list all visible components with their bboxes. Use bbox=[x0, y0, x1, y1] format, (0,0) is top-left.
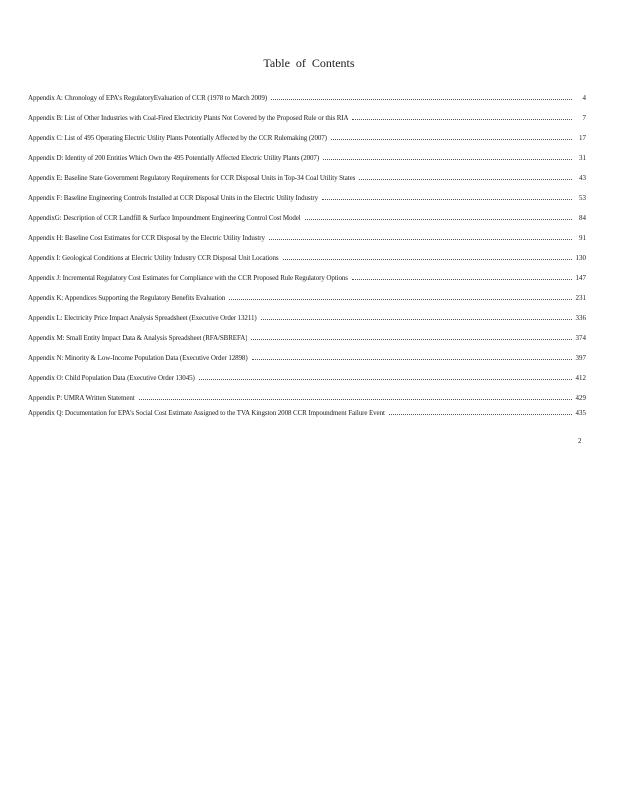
toc-entry-page: 429 bbox=[575, 394, 586, 402]
toc-entry-label: Appendix O: Child Population Data (Executive Order 13045) bbox=[28, 374, 195, 382]
toc-entry[interactable] bbox=[28, 152, 586, 162]
toc-entry-label: Appendix D: Identity of 200 Entities Which Own the 495 Potentially Affected Electric Utility Plants (2007) bbox=[28, 154, 320, 162]
toc-entry[interactable] bbox=[28, 192, 586, 202]
toc-entry-label: Appendix E: Baseline State Government Regulatory Requirements for CCR Disposal Units in Top-34 Coal Utility States bbox=[28, 174, 356, 182]
toc-entry-label: Appendix N: Minority & Low-Income Population Data (Executive Order 12898) bbox=[28, 354, 248, 362]
toc-title: Table of Contents bbox=[263, 56, 355, 70]
toc-entry[interactable] bbox=[28, 252, 586, 262]
toc-entry[interactable] bbox=[28, 352, 586, 362]
toc-entry-label: Appendix I: Geological Conditions at Electric Utility Industry CCR Disposal Unit Locations bbox=[28, 254, 279, 262]
toc-entry-page: 336 bbox=[575, 314, 586, 322]
dot-leader bbox=[352, 119, 572, 120]
toc-entry[interactable] bbox=[28, 232, 586, 242]
dot-leader bbox=[251, 339, 571, 340]
dot-leader bbox=[229, 299, 571, 300]
toc-entry-page: 231 bbox=[575, 294, 586, 302]
toc-entry-label: Appendix C: List of 495 Operating Electric Utility Plants Potentially Affected by the CCR Rulemaking (2007) bbox=[28, 134, 327, 142]
dot-leader bbox=[323, 159, 572, 160]
dot-leader bbox=[252, 359, 572, 360]
toc-entry[interactable] bbox=[28, 132, 586, 142]
toc-entry[interactable] bbox=[28, 92, 586, 102]
toc-entry-page: 374 bbox=[575, 334, 586, 342]
toc-entry-label: Appendix K: Appendices Supporting the Regulatory Benefits Evaluation bbox=[28, 294, 226, 302]
dot-leader bbox=[199, 379, 572, 380]
toc-entry-label: Appendix P: UMRA Written Statement bbox=[28, 394, 135, 402]
toc-entry-page: 53 bbox=[579, 194, 586, 202]
toc-entry-label: Appendix F: Baseline Engineering Controls Installed at CCR Disposal Units in the Electric Utility Industry bbox=[28, 194, 318, 202]
dot-leader bbox=[389, 414, 572, 415]
toc-entry-page: 4 bbox=[582, 94, 586, 102]
toc-entry[interactable] bbox=[28, 392, 586, 402]
toc-entry-page: 130 bbox=[575, 254, 586, 262]
toc-entry-page: 84 bbox=[579, 214, 586, 222]
toc-entry[interactable] bbox=[28, 292, 586, 302]
toc-entry[interactable] bbox=[28, 372, 586, 382]
toc-entry-page: 17 bbox=[579, 134, 586, 142]
toc-entry[interactable] bbox=[28, 212, 586, 222]
dot-leader bbox=[331, 139, 572, 140]
dot-leader bbox=[261, 319, 572, 320]
toc-entry[interactable] bbox=[28, 112, 586, 122]
toc-entry[interactable] bbox=[28, 312, 586, 322]
toc-entry-page: 31 bbox=[579, 154, 586, 162]
toc-entry[interactable] bbox=[28, 407, 586, 417]
toc-entry-page: 412 bbox=[575, 374, 586, 382]
toc-entry-label: Appendix B: List of Other Industries with Coal-Fired Electricity Plants Not Covered by the Proposed Rule or this RIA bbox=[28, 114, 349, 122]
toc-entry-label: Appendix J: Incremental Regulatory Cost Estimates for Compliance with the CCR Proposed Rule Regulatory Options bbox=[28, 274, 348, 282]
dot-leader bbox=[359, 179, 572, 180]
toc-entry-label: Appendix A: Chronology of EPA's RegulatoryEvaluation of CCR (1978 to March 2009) bbox=[28, 94, 267, 102]
toc-entry[interactable] bbox=[28, 172, 586, 182]
toc-entry-page: 7 bbox=[582, 114, 586, 122]
dot-leader bbox=[305, 219, 572, 220]
toc-entry-label: AppendixG: Description of CCR Landfill & Surface Impoundment Engineering Control Cost Model bbox=[28, 214, 301, 222]
dot-leader bbox=[271, 99, 572, 100]
dot-leader bbox=[322, 199, 572, 200]
dot-leader bbox=[283, 259, 572, 260]
toc-entry-page: 397 bbox=[575, 354, 586, 362]
toc-entry-label: Appendix Q: Documentation for EPA's Social Cost Estimate Assigned to the TVA Kingston 2008 CCR Impoundment Failure Event bbox=[28, 409, 385, 417]
toc-entry[interactable] bbox=[28, 272, 586, 282]
toc-entry-page: 147 bbox=[575, 274, 586, 282]
toc-entry-label: Appendix L: Electricity Price Impact Analysis Spreadsheet (Executive Order 13211) bbox=[28, 314, 257, 322]
toc-entry[interactable] bbox=[28, 332, 586, 342]
dot-leader bbox=[269, 239, 572, 240]
dot-leader bbox=[352, 279, 572, 280]
dot-leader bbox=[139, 399, 572, 400]
toc-entry-page: 91 bbox=[579, 234, 586, 242]
toc-entry-label: Appendix M: Small Entity Impact Data & Analysis Spreadsheet (RFA/SBREFA) bbox=[28, 334, 248, 342]
toc-entry-label: Appendix H: Baseline Cost Estimates for CCR Disposal by the Electric Utility Industry bbox=[28, 234, 265, 242]
page-number: 2 bbox=[578, 437, 582, 445]
toc-entry-page: 43 bbox=[579, 174, 586, 182]
toc-entry-page: 435 bbox=[575, 409, 586, 417]
